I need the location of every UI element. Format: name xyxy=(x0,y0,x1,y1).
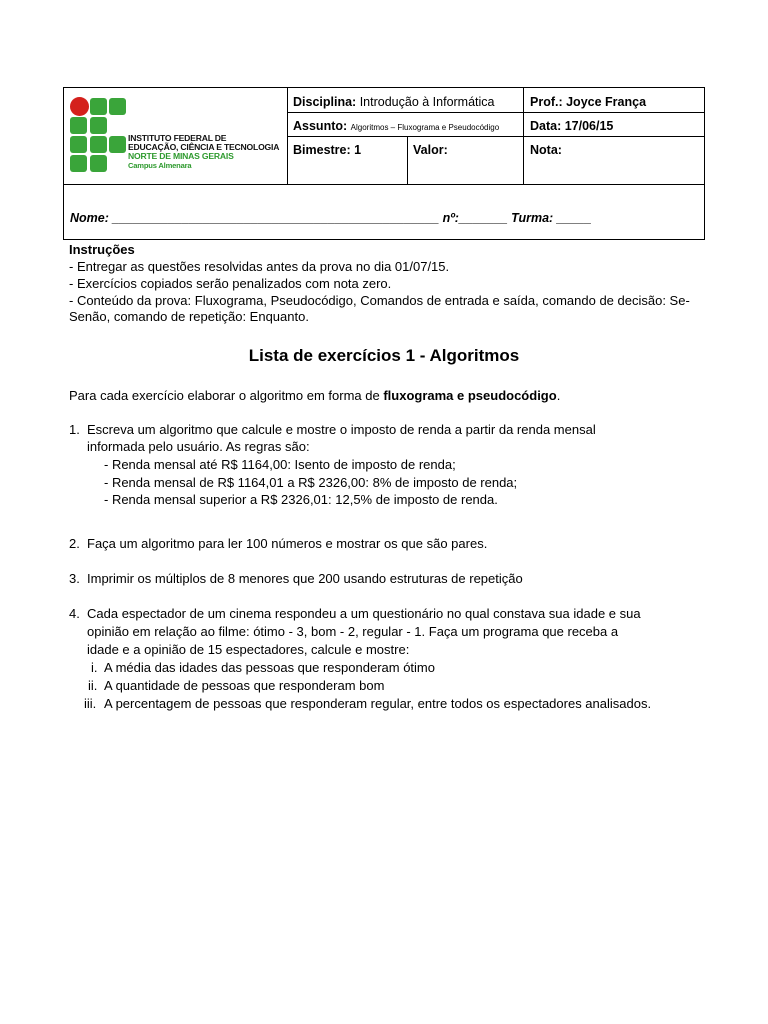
subitem-marker: i. xyxy=(91,660,98,675)
instructions-title: Instruções xyxy=(69,242,135,257)
assunto-cell: Assunto: Algoritmos – Fluxograma e Pseudocódigo xyxy=(293,119,500,133)
subitem-text: A média das idades das pessoas que responderam ótimo xyxy=(104,660,435,675)
subitem-text: A quantidade de pessoas que responderam bom xyxy=(104,678,385,693)
prof-cell: Prof.: Joyce França xyxy=(530,95,647,109)
nota-cell: Nota: xyxy=(530,143,562,157)
subitem-text: A percentagem de pessoas que responderam regular, entre todos os espectadores analisados. xyxy=(104,696,652,711)
list-title: Lista de exercícios 1 - Algoritmos xyxy=(248,346,520,365)
intro-paragraph: Para cada exercício elaborar o algoritmo em forma de fluxograma e pseudocódigo. xyxy=(69,388,561,403)
exercise-rule: - Renda mensal de R$ 1164,01 a R$ 2326,00: 8% de imposto de renda; xyxy=(104,475,518,490)
data-cell: Data: 17/06/15 xyxy=(530,119,614,133)
instruction-item: - Exercícios copiados serão penalizados com nota zero. xyxy=(69,276,392,291)
instruction-item: - Entregar as questões resolvidas antes da prova no dia 01/07/15. xyxy=(69,259,450,274)
exercise-number: 2. xyxy=(69,536,80,551)
exercise-text: opinião em relação ao filme: ótimo - 3, bom - 2, regular - 1. Faça um programa que receba a xyxy=(87,624,619,639)
exercise-number: 3. xyxy=(69,571,80,586)
exercise-text: informada pelo usuário. As regras são: xyxy=(87,439,310,454)
exercise-text: Faça um algoritmo para ler 100 números e mostrar os que são pares. xyxy=(87,536,488,551)
exercise-number: 1. xyxy=(69,422,80,437)
exercise-text: Escreva um algoritmo que calcule e mostre o imposto de renda a partir da renda mensal xyxy=(87,422,596,437)
valor-cell: Valor: xyxy=(413,143,448,157)
exercise-text: idade e a opinião de 15 espectadores, calcule e mostre: xyxy=(87,642,410,657)
exercise-text: Cada espectador de um cinema respondeu a um questionário no qual constava sua idade e sua xyxy=(87,606,641,621)
bimestre-cell: Bimestre: 1 xyxy=(293,143,362,157)
subitem-marker: ii. xyxy=(88,678,98,693)
institution-name: INSTITUTO FEDERAL DE EDUCAÇÃO, CIÊNCIA E TECNOLOGIA NORTE DE MINAS GERAIS Campus Almenara xyxy=(128,133,280,170)
exercise-rule: - Renda mensal até R$ 1164,00: Isento de imposto de renda; xyxy=(104,457,456,472)
subitem-marker: iii. xyxy=(84,696,97,711)
instruction-item: Senão, comando de repetição: Enquanto. xyxy=(69,309,309,324)
exercise-text: Imprimir os múltiplos de 8 menores que 200 usando estruturas de repetição xyxy=(87,571,523,586)
logo-red-circle xyxy=(70,97,89,116)
exercise-rule: - Renda mensal superior a R$ 2326,01: 12,5% de imposto de renda. xyxy=(104,492,498,507)
header-table xyxy=(63,87,705,240)
exercise-number: 4. xyxy=(69,606,80,621)
instruction-item: - Conteúdo da prova: Fluxograma, Pseudocódigo, Comandos de entrada e saída, comando de decisão: Se- xyxy=(69,293,690,308)
student-info-line: Nome: _______________________________________________ nº:_______ Turma: _____ xyxy=(70,211,592,225)
disciplina-cell: Disciplina: Introdução à Informática xyxy=(293,95,495,109)
institution-logo xyxy=(69,96,284,176)
